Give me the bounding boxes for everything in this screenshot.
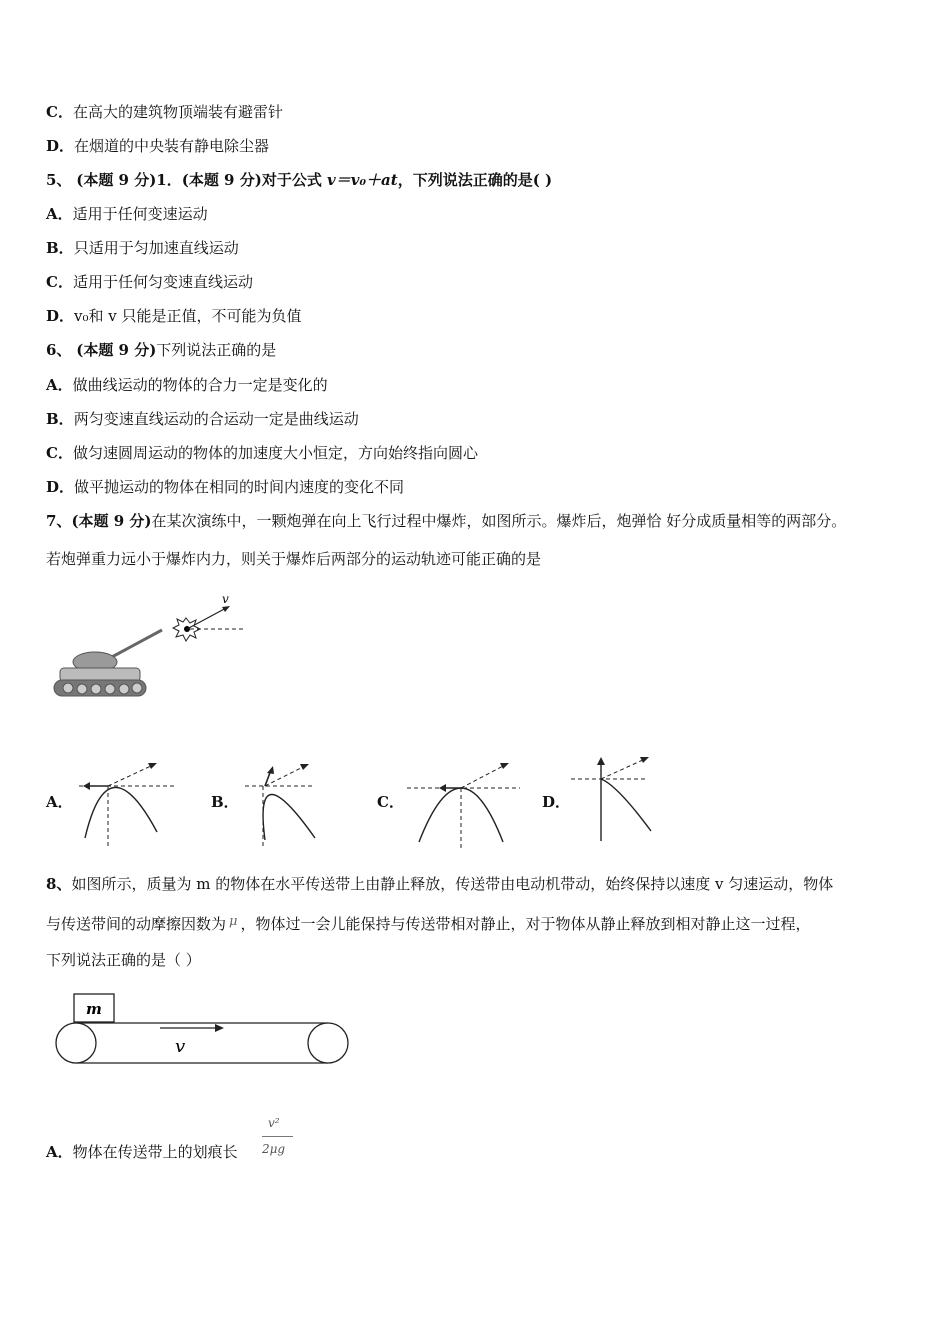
question-stem-tail: ，下列说法正确的是( ) — [397, 171, 553, 189]
question-stem: 若炮弹重力远小于爆炸内力，则关于爆炸后两部分的运动轨迹可能正确的是 — [46, 550, 542, 568]
conveyor-belt-figure — [50, 990, 355, 1070]
option-label: D． — [46, 478, 75, 496]
mu-symbol: μ — [229, 914, 238, 929]
option-text: 做曲线运动的物体的合力一定是变化的 — [72, 376, 328, 394]
q8-stem-line2 — [46, 912, 810, 934]
option-text: 在烟道的中央装有静电除尘器 — [74, 137, 270, 155]
option-text: 物体在传送带上的划痕长 — [72, 1143, 238, 1161]
q4-option-d — [46, 136, 269, 156]
q7-option-a-diagram — [75, 760, 185, 850]
option-text: 在高大的建筑物顶端装有避雷针 — [72, 103, 283, 121]
q7-option-d-label: D． — [542, 793, 571, 811]
option-label: B． — [46, 410, 74, 428]
q7-option-d-diagram — [565, 755, 675, 845]
block-mass-label: m — [86, 1000, 102, 1018]
q6-option-d — [46, 477, 404, 497]
q8-stem-line1 — [46, 874, 833, 894]
q6-option-c — [46, 443, 478, 463]
q5-option-c — [46, 272, 253, 292]
q7-stem-line2 — [46, 549, 541, 569]
option-text: 只适用于匀加速直线运动 — [73, 239, 239, 257]
question-score: (本题 9 分) — [76, 341, 157, 359]
option-label: B． — [46, 239, 74, 257]
q7-option-c-diagram — [405, 760, 525, 850]
option-label: A． — [46, 376, 73, 394]
question-number: 6、 — [46, 341, 72, 359]
q4-option-c — [46, 102, 283, 122]
q7-option-b-label: B． — [211, 793, 239, 811]
q5-stem — [46, 170, 552, 190]
option-text: 做平抛运动的物体在相同的时间内速度的变化不同 — [74, 478, 405, 496]
question-stem: 下列说法正确的是 — [156, 341, 277, 359]
q7-option-b-diagram — [245, 760, 355, 850]
option-label: C． — [46, 273, 73, 291]
question-stem: ，物体过一会儿能保持与传送带相对静止，对于物体从静止释放到相对静止这一过程， — [240, 915, 811, 933]
q5-option-a — [46, 204, 208, 224]
question-number: 5、 — [46, 171, 72, 189]
option-label: A． — [46, 205, 73, 223]
q6-option-a — [46, 375, 328, 395]
q7-stem-line1 — [46, 511, 846, 531]
velocity-arrow — [187, 607, 228, 629]
question-score: (本题 9 分)1．(本题 9 分) — [76, 171, 262, 189]
option-label: C． — [46, 444, 73, 462]
tank-icon — [54, 630, 162, 696]
option-label: D． — [46, 307, 75, 325]
question-number: 8、 — [46, 875, 72, 893]
q6-stem — [46, 340, 276, 360]
option-text: 做匀速圆周运动的物体的加速度大小恒定，方向始终指向圆心 — [72, 444, 478, 462]
option-label: A． — [46, 1143, 73, 1161]
question-stem: 如图所示，质量为 m 的物体在水平传送带上由静止释放，传送带由电动机带动，始终保持以速度 v 匀速运动，物体 — [71, 875, 834, 893]
question-stem: 对于公式 — [261, 171, 328, 189]
fraction-bar — [262, 1136, 293, 1137]
option-text: v₀和 v 只能是正值，不可能为负值 — [74, 307, 302, 325]
option-text: 适用于任何匀变速直线运动 — [72, 273, 253, 291]
fraction-numerator: v² — [268, 1116, 280, 1130]
right-pulley — [308, 1023, 348, 1063]
question-stem: 与传送带间的动摩擦因数为 — [46, 915, 227, 933]
q7-option-c-label: C． — [377, 793, 404, 811]
option-label: D． — [46, 137, 75, 155]
option-label: C． — [46, 103, 73, 121]
question-stem: 在某次演练中，一颗炮弹在向上飞行过程中爆炸，如图所示。爆炸后，炮弹恰 好分成质量相等的两部分。 — [151, 512, 847, 530]
fraction-denominator: 2μg — [262, 1142, 286, 1156]
explosion-icon — [173, 618, 200, 641]
q8-option-a — [46, 1142, 238, 1162]
velocity-label: v — [222, 592, 229, 606]
arrow-head — [215, 1024, 224, 1032]
q6-option-b — [46, 409, 359, 429]
question-score: (本题 9 分) — [71, 512, 152, 530]
q5-option-d — [46, 306, 302, 326]
formula: v＝v₀＋at — [327, 171, 398, 189]
left-pulley — [56, 1023, 96, 1063]
option-text: 适用于任何变速运动 — [72, 205, 208, 223]
option-text: 两匀变速直线运动的合运动一定是曲线运动 — [73, 410, 359, 428]
q5-option-b — [46, 238, 239, 258]
question-number: 7、 — [46, 512, 72, 530]
q7-option-a-label: A． — [46, 793, 73, 811]
belt-velocity-label: v — [175, 1036, 186, 1057]
tank-figure — [50, 590, 250, 705]
question-stem: 下列说法正确的是（ ） — [46, 951, 201, 969]
q8-stem-line3 — [46, 950, 201, 970]
